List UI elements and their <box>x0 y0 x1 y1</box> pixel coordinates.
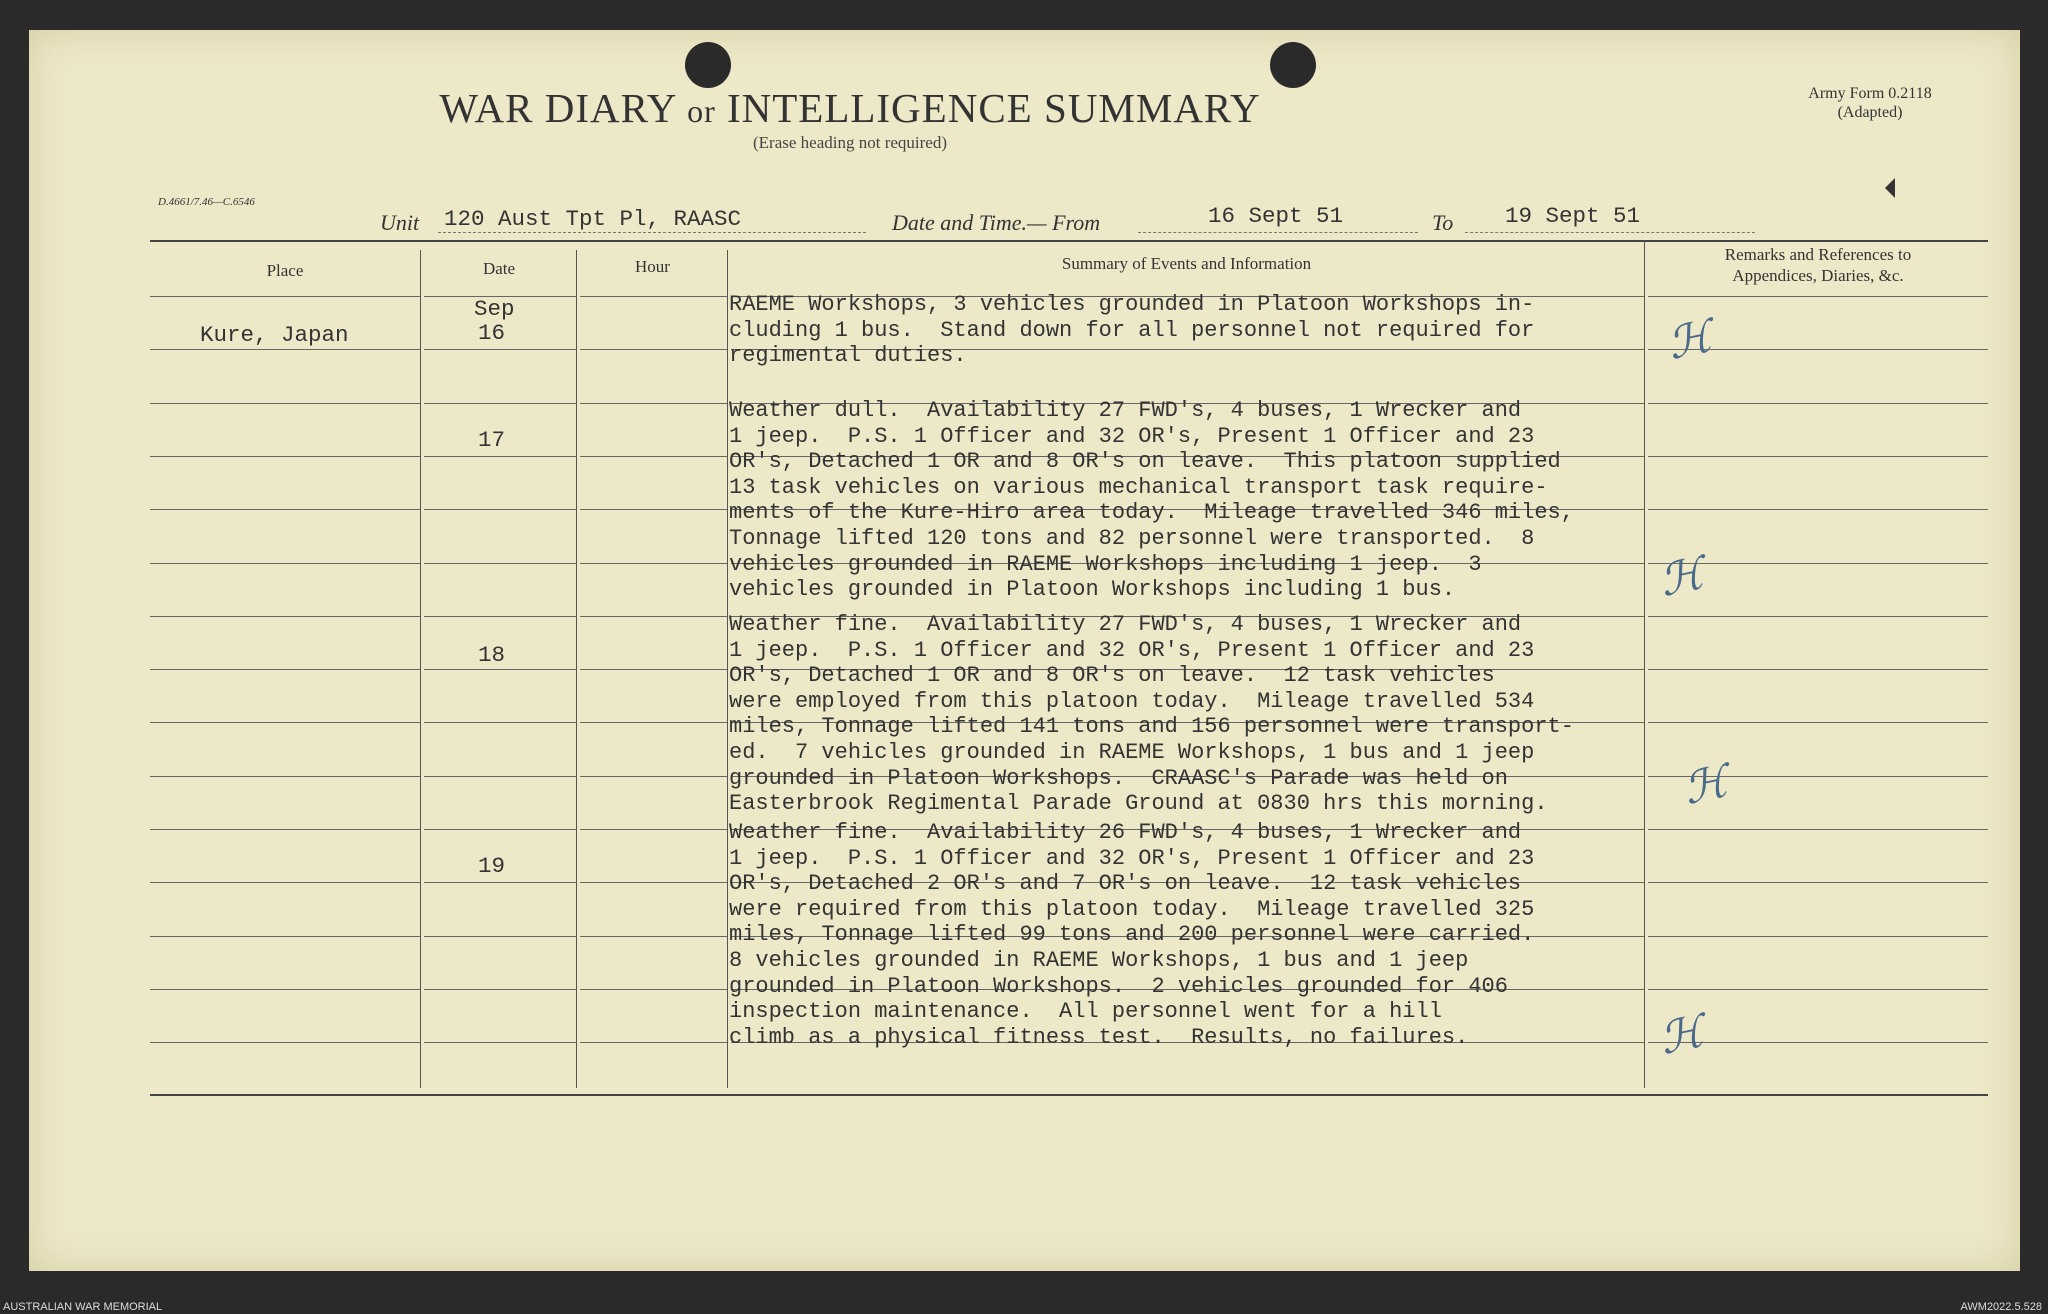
ruled-line <box>150 669 420 670</box>
ruled-line <box>424 456 576 457</box>
date-month: Sep <box>474 296 515 322</box>
ruled-line <box>1648 829 1988 830</box>
ruled-line <box>580 936 727 937</box>
entry-16-sep: RAEME Workshops, 3 vehicles grounded in Platoon Workshops in- cluding 1 bus. Stand down for all personnel not required for regimental duties. <box>729 292 1535 369</box>
date-time-label: Date and Time.— From <box>892 210 1101 235</box>
ruled-line <box>424 829 576 830</box>
ruled-line <box>150 722 420 723</box>
ruled-line <box>424 776 576 777</box>
ruled-line <box>150 936 420 937</box>
erase-note: (Erase heading not required) <box>753 133 947 152</box>
footer-reference: AWM2022.5.528 <box>1960 1301 2042 1313</box>
ruled-line <box>424 616 576 617</box>
table-bottom-rule <box>150 1094 1988 1096</box>
entry-17-sep: Weather dull. Availability 27 FWD's, 4 buses, 1 Wrecker and 1 jeep. P.S. 1 Officer and 32 OR's, Present 1 Officer and 23 OR's, Detached 1 OR and 8 OR's on leave. This platoon supplied 13 task vehicles on various mechanical transport task require- ments of the Kure-Hiro area today. Mileage travelled 346 miles, Tonnage lifted 120 tons and 82 personnel were transported. 8 vehicles grounded in RAEME Workshops including 1 jeep. 3 vehicles grounded in Platoon Workshops including 1 bus. <box>729 398 1574 603</box>
ruled-line <box>150 403 420 404</box>
to-label: To <box>1432 210 1454 235</box>
ruled-line <box>580 989 727 990</box>
initials-annotation: ℋ <box>1679 756 1733 815</box>
ruled-line <box>580 563 727 564</box>
to-underline <box>1465 232 1755 233</box>
col-divider <box>420 250 421 1088</box>
ruled-line <box>424 403 576 404</box>
ruled-line <box>580 722 727 723</box>
ruled-line <box>424 936 576 937</box>
entry-18-sep: Weather fine. Availability 27 FWD's, 4 buses, 1 Wrecker and 1 jeep. P.S. 1 Officer and 32 OR's, Present 1 Officer and 23 OR's, Detached 1 OR and 8 OR's on leave. 12 task vehicles were employed from this platoon today. Mileage travelled 534 miles, Tonnage lifted 141 tons and 156 personnel were transport- ed. 7 vehicles grounded in RAEME Workshops, 1 bus and 1 jeep grounded in Platoon Workshops. CRAASC's Parade was held on Easterbrook Regimental Parade Ground at 0830 hrs this morning. <box>729 612 1574 817</box>
army-form-label <box>1770 84 1970 122</box>
ruled-line <box>580 882 727 883</box>
ruled-line <box>424 563 576 564</box>
ruled-line <box>1648 669 1988 670</box>
ruled-line <box>1648 882 1988 883</box>
punch-hole <box>685 42 731 88</box>
column-header-date: Date <box>482 259 516 278</box>
unit-value: 120 Aust Tpt Pl, RAASC <box>444 206 742 232</box>
ruled-line <box>150 989 420 990</box>
date-cell-18: 18 <box>478 642 506 668</box>
entry-19-sep: Weather fine. Availability 26 FWD's, 4 buses, 1 Wrecker and 1 jeep. P.S. 1 Officer and 32 OR's, Present 1 Officer and 23 OR's, Detached 2 OR's and 7 OR's on leave. 12 task vehicles were required from this platoon today. Mileage travelled 325 miles, Tonnage lifted 99 tons and 200 personnel were carried. 8 vehicles grounded in RAEME Workshops, 1 bus and 1 jeep grounded in Platoon Workshops. 2 vehicles grounded for 406 inspection maintenance. All personnel went for a hill climb as a physical fitness test. Results, no failures. <box>729 820 1535 1050</box>
unit-underline <box>438 232 866 233</box>
column-header-place: Place <box>266 261 304 280</box>
ruled-line <box>1648 403 1988 404</box>
ruled-line <box>1648 936 1988 937</box>
title-intelligence-summary: INTELLIGENCE SUMMARY <box>726 85 1261 131</box>
ruled-line <box>424 1042 576 1043</box>
initials-annotation: ℋ <box>1655 548 1709 607</box>
ruled-line <box>580 509 727 510</box>
col-divider <box>727 250 728 1088</box>
ruled-line <box>1648 989 1988 990</box>
column-header-hour: Hour <box>635 257 670 276</box>
place-cell: Kure, Japan <box>200 322 349 348</box>
ruled-line <box>1648 509 1988 510</box>
col-divider <box>1644 240 1645 1088</box>
ruled-line <box>424 509 576 510</box>
ruled-line <box>150 563 420 564</box>
form-code: D.4661/7.46—C.6546 <box>158 196 255 208</box>
ruled-line <box>150 882 420 883</box>
ruled-line <box>150 829 420 830</box>
ruled-line <box>150 456 420 457</box>
ruled-line <box>580 403 727 404</box>
footer-credit: AUSTRALIAN WAR MEMORIAL <box>3 1301 163 1313</box>
unit-label: Unit <box>380 210 420 235</box>
ruled-line <box>150 509 420 510</box>
army-form-adapted: (Adapted) <box>1837 104 1903 121</box>
punch-hole <box>1270 42 1316 88</box>
title-war-diary: WAR DIARY <box>439 85 676 131</box>
page-marker-icon <box>1885 178 1895 198</box>
ruled-line <box>150 296 420 297</box>
ruled-line <box>150 1042 420 1043</box>
to-value: 19 Sept 51 <box>1505 203 1641 229</box>
date-cell-19: 19 <box>478 853 506 879</box>
ruled-line <box>580 1042 727 1043</box>
ruled-line <box>150 776 420 777</box>
page-title <box>0 84 1700 132</box>
column-header-remarks: Remarks and References to Appendices, Diaries, &c. <box>1724 245 1912 285</box>
ruled-line <box>1648 722 1988 723</box>
ruled-line <box>580 349 727 350</box>
column-header-summary: Summary of Events and Information <box>1061 254 1312 273</box>
ruled-line <box>424 722 576 723</box>
ruled-line <box>1648 296 1988 297</box>
ruled-line <box>580 829 727 830</box>
initials-annotation: ℋ <box>1655 1006 1709 1065</box>
ruled-line <box>424 882 576 883</box>
from-value: 16 Sept 51 <box>1208 203 1344 229</box>
ruled-line <box>1648 616 1988 617</box>
ruled-line <box>1648 456 1988 457</box>
ruled-line <box>580 616 727 617</box>
army-form-number: Army Form 0.2118 <box>1808 85 1932 102</box>
ruled-line <box>580 776 727 777</box>
from-underline <box>1138 232 1418 233</box>
ruled-line <box>580 456 727 457</box>
col-divider <box>576 250 577 1088</box>
ruled-line <box>150 616 420 617</box>
title-or: or <box>687 93 716 129</box>
table-top-rule <box>150 240 1988 242</box>
date-cell-17: 17 <box>478 427 506 453</box>
ruled-line <box>424 349 576 350</box>
ruled-line <box>150 349 420 350</box>
ruled-line <box>580 669 727 670</box>
date-cell-16: 16 <box>478 320 506 346</box>
initials-annotation: ℋ <box>1663 311 1717 370</box>
ruled-line <box>580 296 727 297</box>
ruled-line <box>424 989 576 990</box>
ruled-line <box>424 669 576 670</box>
